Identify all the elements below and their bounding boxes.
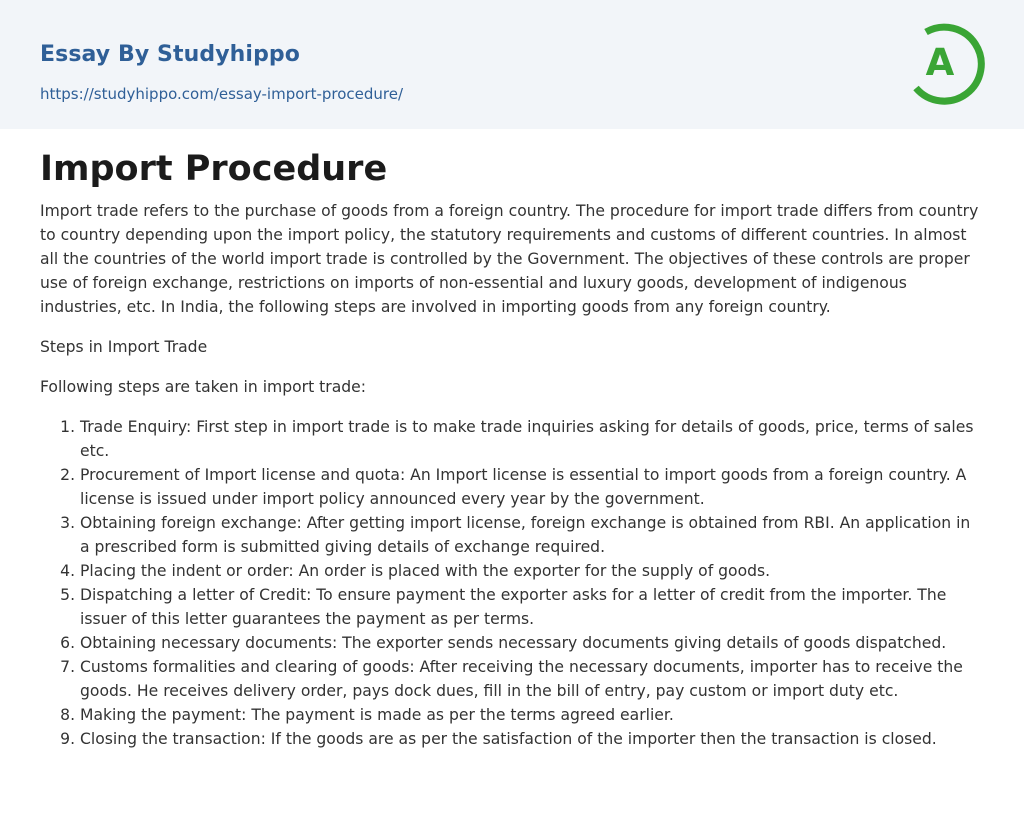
steps-heading: Steps in Import Trade: [40, 338, 208, 356]
list-item: 6. Obtaining necessary documents: The exporter sends necessary documents giving details of goods dispatched.: [80, 631, 984, 655]
list-item: 7. Customs formalities and clearing of goods: After receiving the necessary documents, importer has to receive the goods. He receives delivery order, pays dock dues, fill in the bill of entry, pay custom or import duty etc.: [80, 655, 984, 703]
steps-lead: Following steps are taken in import trade:: [40, 378, 366, 396]
article: [0, 129, 1024, 751]
site-header: [0, 0, 1024, 129]
list-item: 2. Procurement of Import license and quota: An Import license is essential to import goods from a foreign country. A license is issued under import policy announced every year by the government.: [80, 463, 984, 511]
intro-paragraph: Import trade refers to the purchase of goods from a foreign country. The procedure for import trade differs from country to country depending upon the import policy, the statutory requirements and customs of different countries. In almost all the countries of the world import trade is controlled by the Government. The objectives of these controls are proper use of foreign exchange, restrictions on imports of non-essential and luxury goods, development of indigenous industries, etc. In India, the following steps are involved in importing goods from any foreign country.: [40, 202, 979, 316]
essay-url-link[interactable]: https://studyhippo.com/essay-import-procedure/: [40, 85, 404, 103]
list-item: 8. Making the payment: The payment is made as per the terms agreed earlier.: [80, 703, 984, 727]
brand-title[interactable]: Essay By Studyhippo: [40, 42, 300, 67]
list-item: 4. Placing the indent or order: An order is placed with the exporter for the supply of goods.: [80, 559, 984, 583]
studyhippo-logo-icon[interactable]: [912, 19, 986, 105]
steps-list: [40, 415, 984, 751]
list-item: 3. Obtaining foreign exchange: After getting import license, foreign exchange is obtained from RBI. An application in a prescribed form is submitted giving details of exchange required.: [80, 511, 984, 559]
list-item: 5. Dispatching a letter of Credit: To ensure payment the exporter asks for a letter of credit from the importer. The issuer of this letter guarantees the payment as per terms.: [80, 583, 984, 631]
list-item: 1. Trade Enquiry: First step in import trade is to make trade inquiries asking for details of goods, price, terms of sales etc.: [80, 415, 984, 463]
list-item: 9. Closing the transaction: If the goods are as per the satisfaction of the importer then the transaction is closed.: [80, 727, 984, 751]
article-title: Import Procedure: [40, 149, 388, 189]
logo-letter: A: [925, 41, 955, 84]
